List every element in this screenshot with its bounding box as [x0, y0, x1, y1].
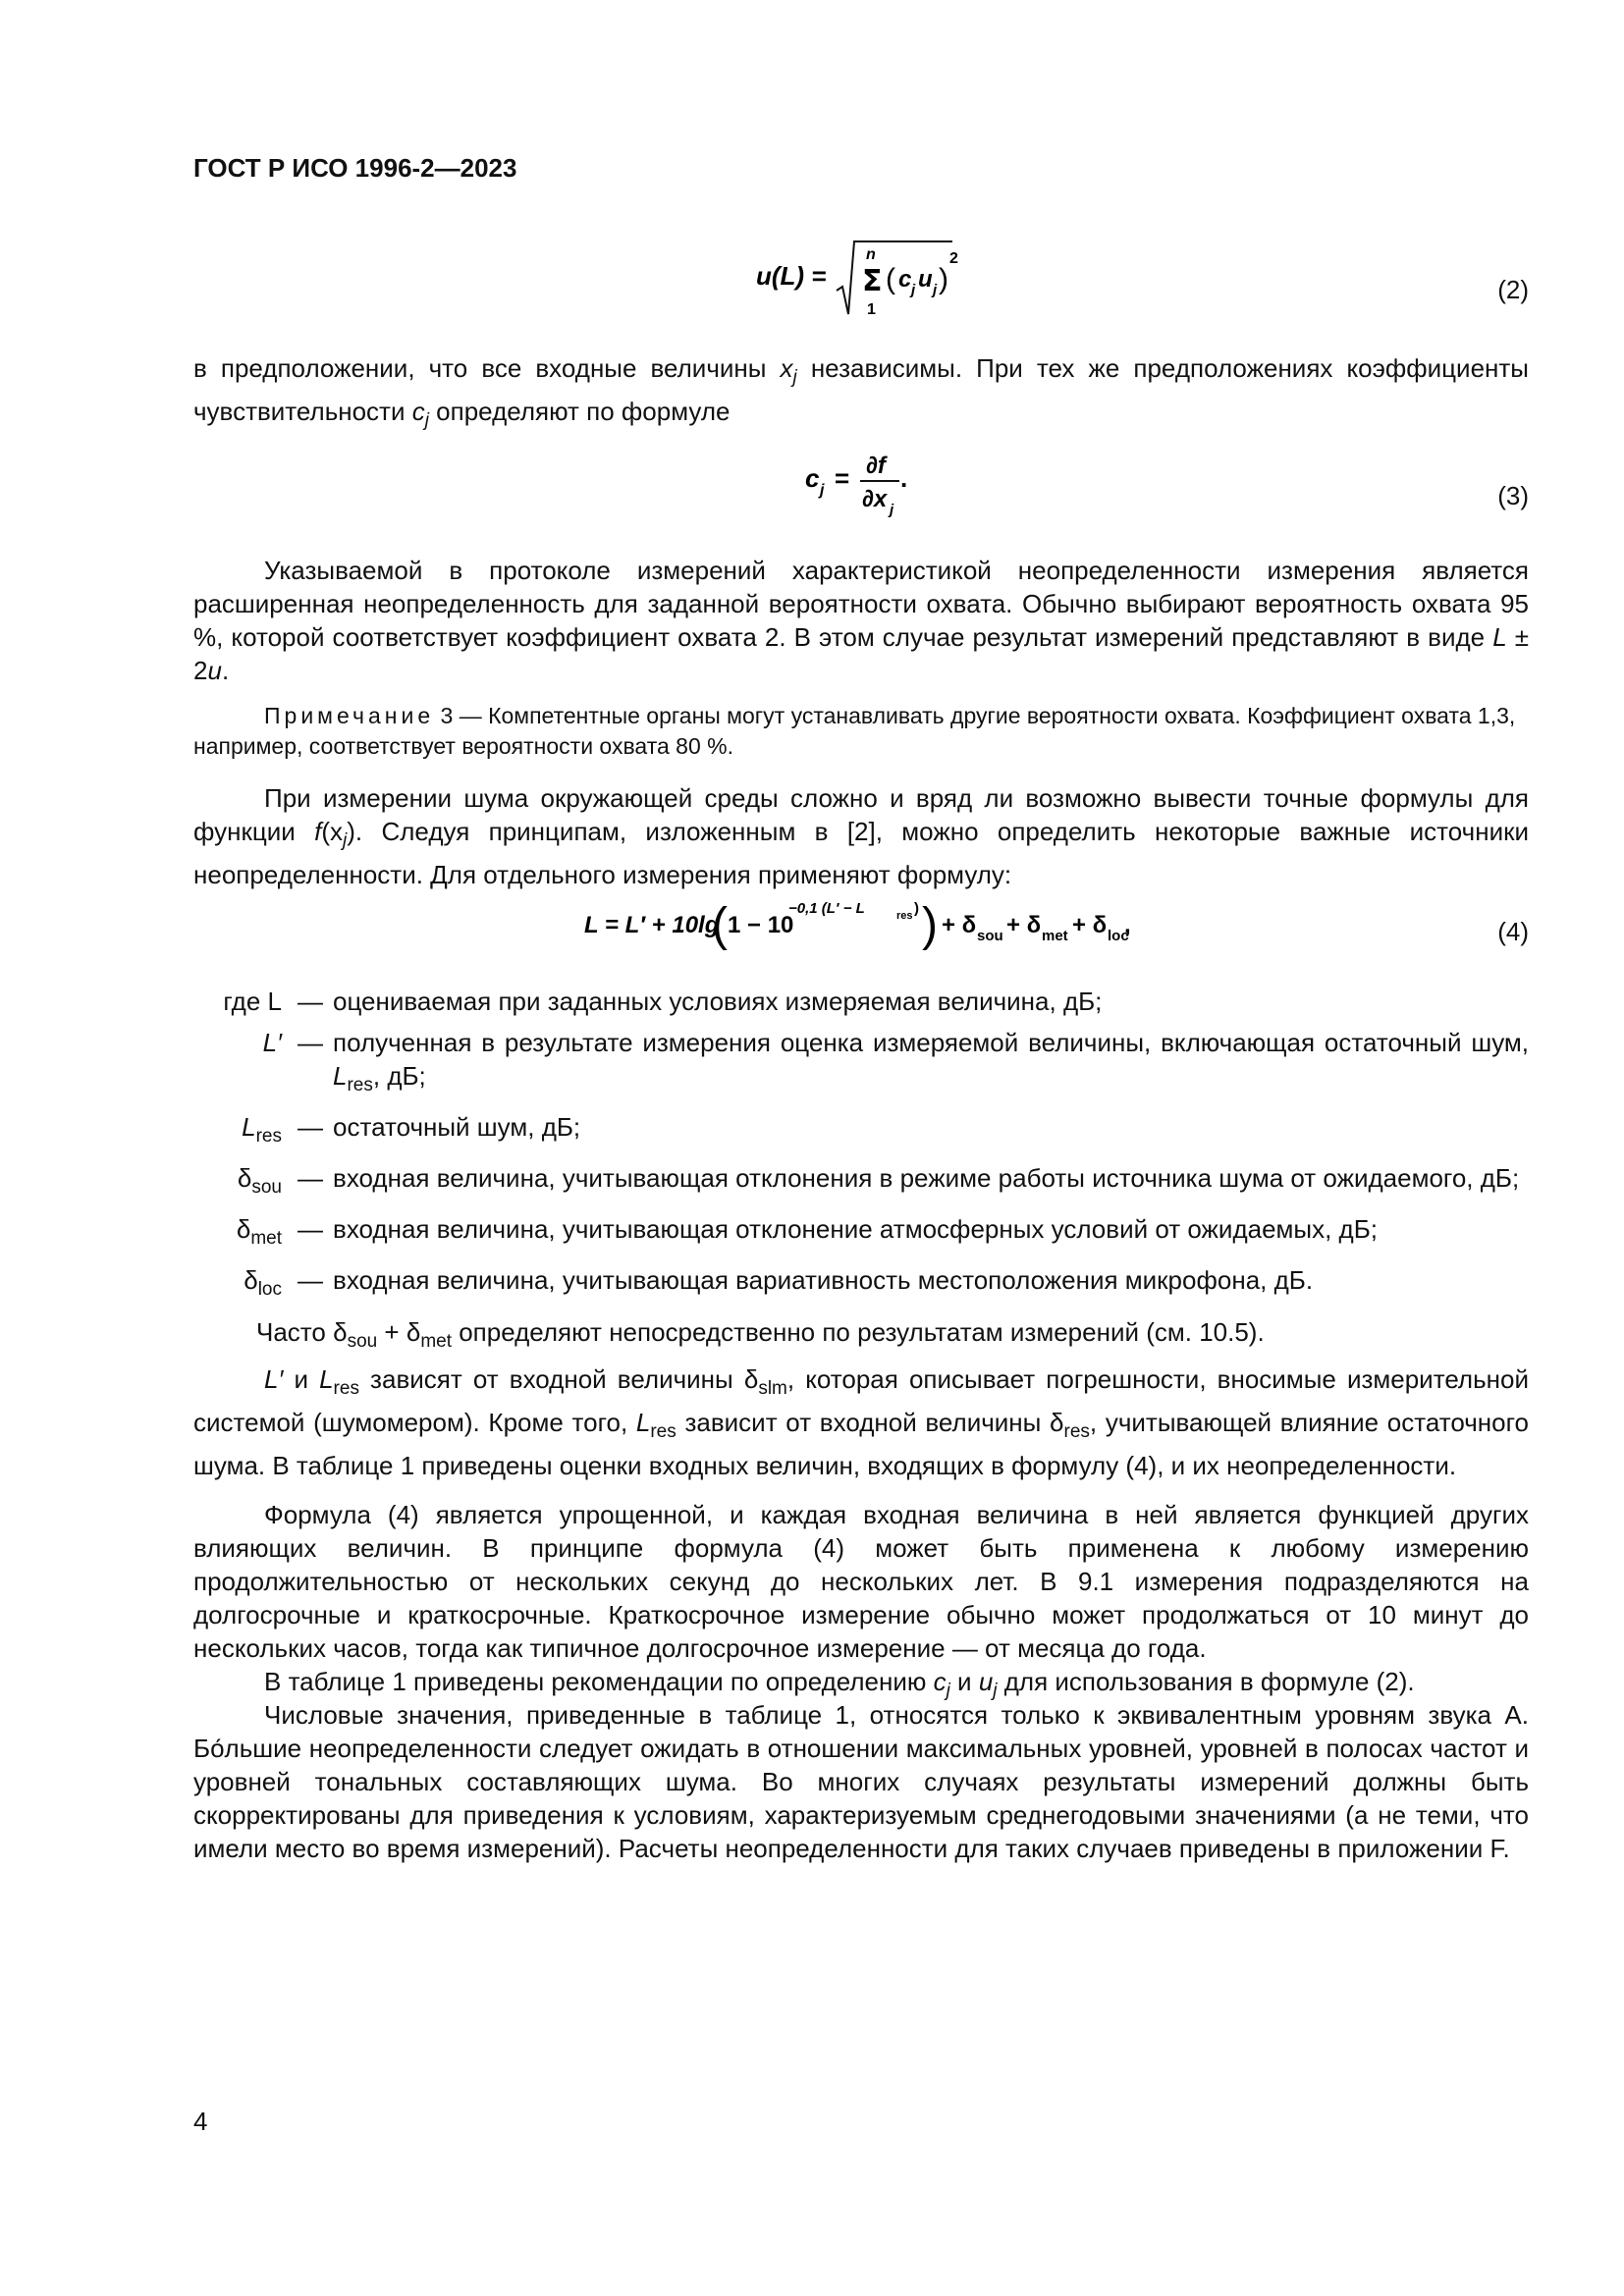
paragraph-7: В таблице 1 приведены рекомендации по определению $c_j$ и $u_j$ для использования в формуле (2).: [264, 1667, 1415, 1701]
svg-text:): ): [939, 263, 948, 295]
svg-text:−0,1 (L′ − L: −0,1 (L′ − L: [788, 900, 865, 917]
definition-row: $\delta_{met}$ — входная величина, учитывающая отклонение атмосферных условий от ожидаемых, дБ;: [236, 1214, 1379, 1249]
eq2-sum-bottom: 1: [867, 301, 876, 318]
svg-text:sou: sou: [977, 928, 1003, 944]
equation-number-3: (3): [1497, 481, 1529, 510]
definition-row: L′ — полученная в результате измерения оценка измеряемой величины, включающая остаточный шум, $L_{res}$, дБ;: [262, 1028, 1529, 1095]
svg-text:,: ,: [1124, 912, 1131, 938]
paragraph-6: Формула (4) является упрощенной, и каждая входная величина в ней является функцией других влияющих величин. В принципе формула (4) может быть применена к любому измерению продолжительностью от нескольких секунд до нескольких лет. В 9.1 измерения подразделяются на долгосрочные и краткосрочные. Краткосрочное измерение обычно может продолжаться от 10 минут до нескольких часов, тогда как типичное долгосрочное измерение — от месяца до года.: [193, 1500, 1529, 1663]
definition-row: $L_{res}$ — остаточный шум, дБ;: [242, 1112, 581, 1147]
svg-text:): ): [922, 899, 938, 951]
paragraph-8: Числовые значения, приведенные в таблице 1, относятся только к эквивалентным уровням звука А. Бо́льшие неопределенности следует ожидать в отношении максимальных уровней, уровней в полосах частот и уровней тональных составляющих шума. Во многих случаях результаты измерений должны быть скорректированы для приведения к условиям, характеризуемым среднегодовыми значениями (а не теми, что имели место во время измерений). Расчеты неопределенности для таких случаев приведены в приложении F.: [193, 1700, 1529, 1863]
svg-text:L = L′ + 10lg: L = L′ + 10lg: [584, 912, 720, 938]
svg-text:j: j: [890, 502, 894, 518]
svg-text:j: j: [933, 282, 938, 298]
svg-text:j: j: [911, 282, 916, 298]
eq2-c: c: [898, 266, 912, 293]
definition-symbol: L: [242, 1112, 256, 1142]
equation-number-4: (4): [1497, 917, 1529, 946]
equation-3: [805, 448, 923, 526]
svg-text:met: met: [1042, 928, 1068, 944]
eq2-u: u: [918, 266, 933, 293]
svg-text:+ δ: + δ: [1006, 912, 1042, 938]
note-3: Примечание 3 — Компетентные органы могут устанавливать другие вероятности охвата. Коэффициент охвата 1,3, например, соответствует вероятности охвата 80 %.: [193, 703, 1516, 759]
page-number: 4: [193, 2107, 208, 2136]
eq2-exp: 2: [949, 250, 958, 267]
paragraph-5: L′ и $L_{res}$ зависят от входной величины $\delta_{slm}$, которая описывает погрешности, вносимые измерительной системой (шумомером). Кроме того, $L_{res}$ зависит от входной величины $\delta_{res}$, учитывающей влияние остаточного шума. В таблице 1 приведены оценки входных величин, входящих в формулу (4), и их неопределенности.: [193, 1364, 1529, 1480]
paragraph-1: в предположении, что все входные величины $x_j$ независимы. При тех же предположениях коэффициенты чувствительности $c_j$ определяют по формуле: [193, 353, 1529, 431]
svg-text:(: (: [886, 263, 895, 295]
definition-row: $\delta_{sou}$ — входная величина, учитывающая отклонения в режиме работы источника шума от ожидаемого, дБ;: [237, 1163, 1520, 1198]
svg-text:j: j: [820, 482, 825, 499]
paragraph-2: Указываемой в протоколе измерений характеристикой неопределенности измерения является расширенная неопределенность для заданной вероятности охвата. Обычно выбирают вероятность охвата 95 %, которой соответствует коэффициент охвата 2. В этом случае результат измерений представляют в виде L ± 2u.: [193, 556, 1529, 685]
definition-row: $\delta_{loc}$ — входная величина, учитывающая вариативность местоположения микрофона, дБ.: [244, 1265, 1314, 1300]
document-header: ГОСТ Р ИСО 1996-2—2023: [193, 153, 517, 183]
svg-text:∂f: ∂f: [866, 453, 886, 479]
svg-text:(: (: [712, 899, 728, 951]
svg-text:res: res: [896, 910, 913, 922]
eq2-sigma: Σ: [862, 264, 883, 298]
paragraph-3: При измерении шума окружающей среды сложно и вряд ли возможно вывести точные формулы для функции $f(x_j)$. Следуя принципам, изложенным в [2], можно определить некоторые важные источники неопределенности. Для отдельного измерения применяют формулу:: [193, 783, 1529, 889]
equation-number-2: (2): [1497, 275, 1529, 304]
svg-text:+ δ: + δ: [1072, 912, 1108, 938]
svg-text:.: .: [900, 463, 908, 493]
svg-text:+ δ: + δ: [942, 912, 977, 938]
definition-row: где L — оцениваемая при заданных условиях измеряемая величина, дБ;: [223, 987, 1103, 1016]
note-label: Примечание: [264, 703, 435, 728]
paragraph-4: Часто $\delta_{sou} + \delta_{met}$ определяют непосредственно по результатам измерений (см. 10.5).: [256, 1317, 1265, 1352]
definition-symbol: где L: [223, 987, 282, 1016]
svg-text:): ): [914, 900, 919, 917]
svg-text:=: =: [835, 463, 850, 493]
equation-4: [584, 889, 1134, 958]
svg-text:c: c: [805, 463, 820, 493]
definition-symbol: δ: [237, 1163, 252, 1193]
svg-text:1 − 10: 1 − 10: [728, 912, 794, 938]
definition-symbol: δ: [236, 1214, 251, 1244]
definition-symbol: L′: [262, 1028, 282, 1057]
definition-symbol: δ: [244, 1265, 258, 1295]
eq2-sum-top: n: [866, 246, 876, 263]
definitions-list: [193, 985, 1529, 1314]
equation-2: [756, 234, 962, 322]
svg-text:loc: loc: [1108, 928, 1129, 944]
svg-text:∂x: ∂x: [862, 486, 888, 512]
eq2-lhs: u(L) =: [756, 261, 827, 291]
